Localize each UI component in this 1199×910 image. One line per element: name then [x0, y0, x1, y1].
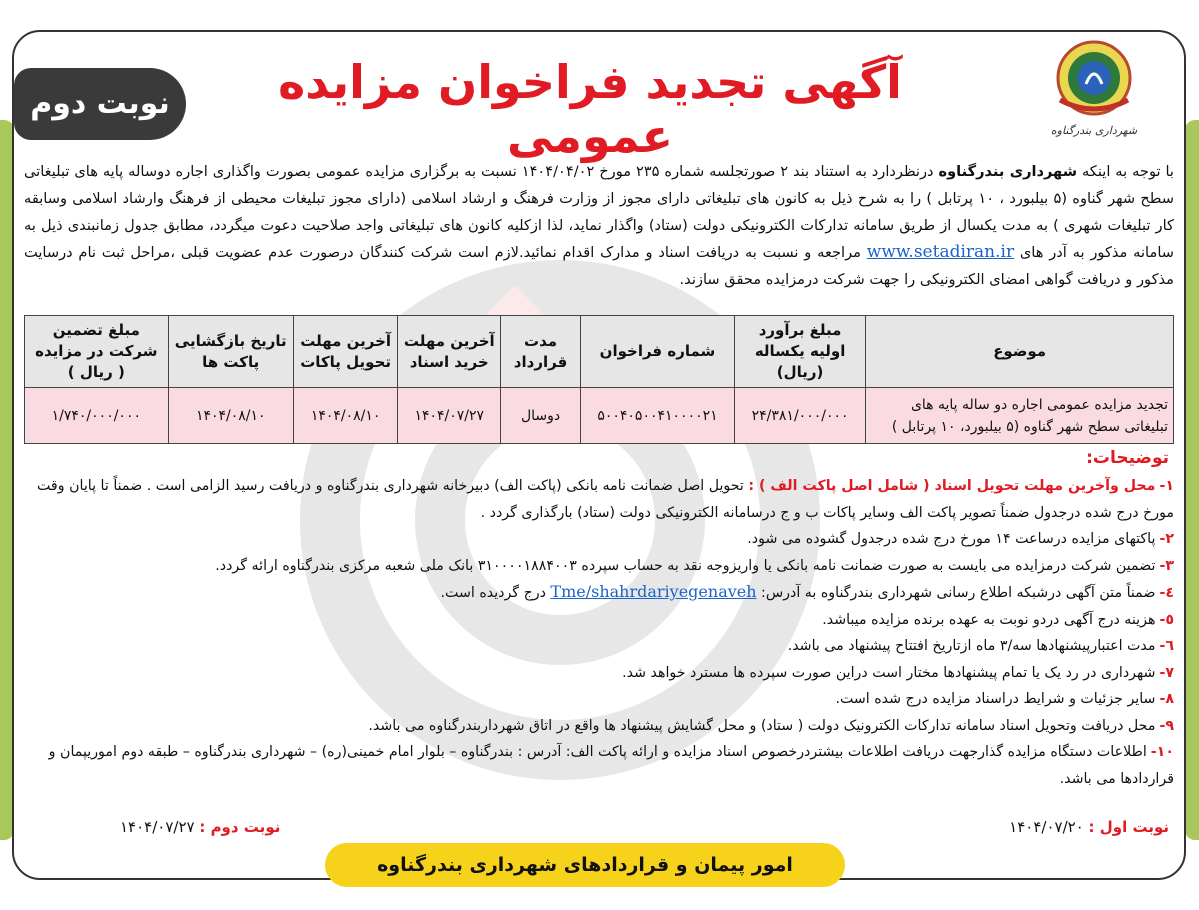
note-4-tail: درج گردیده است.: [440, 585, 551, 601]
note-8-num: ٨-: [1159, 691, 1174, 707]
note-9-num: ٩-: [1159, 717, 1174, 734]
cell-contract-duration: دوسال: [501, 388, 581, 444]
note-8-text: سایر جزئیات و شرایط دراسناد مزایده درج شده است.: [835, 691, 1156, 707]
first-publication: [1009, 818, 1169, 836]
header-contract-duration: مدت قرارداد: [501, 316, 581, 388]
footer-department-bar: امور پیمان و قراردادهای شهرداری بندرگناوه: [325, 843, 845, 887]
round-badge: نوبت دوم: [14, 68, 186, 140]
municipality-logo: [1019, 40, 1169, 150]
second-publication-date: ۱۴۰۴/۰۷/۲۷: [120, 818, 195, 836]
note-6-text: مدت اعتبارپیشنهادها سه/۳ ماه ازتاریخ افتتاح پیشنهاد می باشد.: [787, 638, 1156, 654]
intro-paragraph: [24, 158, 1174, 293]
header-call-number: شماره فراخوان: [581, 316, 735, 388]
note-1-text: تحویل اصل ضمانت نامه بانکی (پاکت الف) دبیرخانه شهرداری بندرگناوه و دریافت رسید الزامی است . ضمناً تا پایان وقت مورخ درج شده درجدول ضمناً تصویر پاکت الف وسایر پاکات ب و ج درسامانه الکترونیکی دولت (ستاد) بارگذاری گردد .: [37, 478, 1174, 521]
note-10: [24, 739, 1174, 792]
note-3-num: ۳-: [1159, 557, 1174, 574]
note-10-num: ١٠-: [1150, 744, 1174, 760]
table-header-row: [25, 316, 1174, 388]
notes-title: توضیحات:: [1086, 448, 1169, 468]
right-green-band: [1185, 120, 1199, 840]
note-7-text: شهرداری در رد یک یا تمام پیشنهادها مختار است دراین صورت سپرده ها مسترد خواهد شد.: [622, 664, 1156, 681]
header-doc-deadline: آخرین مهلت خرید اسناد: [398, 316, 501, 388]
cell-submit-deadline: ۱۴۰۴/۰۸/۱۰: [293, 388, 398, 444]
first-publication-label: نوبت اول :: [1088, 818, 1169, 836]
note-7: [24, 660, 1174, 687]
logo-caption: شهرداری بندرگناوه: [1050, 124, 1138, 137]
second-publication: [120, 818, 280, 836]
cell-subject: تجدید مزایده عمومی اجاره دو ساله پایه های تبلیغاتی سطح شهر گناوه (۵ بیلبورد، ۱۰ پرتابل ): [866, 388, 1174, 444]
note-4-text: ضمناً متن آگهی درشبکه اطلاع رسانی شهرداری بندرگناوه به آدرس:: [756, 585, 1156, 601]
intro-text-1: با توجه به اینکه: [1077, 163, 1174, 180]
note-6: [24, 633, 1174, 660]
setadiran-link[interactable]: www.setadiran.ir: [866, 242, 1015, 262]
auction-table: [24, 315, 1174, 444]
cell-call-number: ۵۰۰۴۰۵۰۰۴۱۰۰۰۰۲۱: [581, 388, 735, 444]
note-4: [24, 579, 1174, 607]
note-5: [24, 607, 1174, 634]
note-9: [24, 713, 1174, 740]
note-4-num: ٤-: [1159, 585, 1174, 601]
note-1: [24, 473, 1174, 526]
second-publication-label: نوبت دوم :: [199, 818, 281, 836]
cell-doc-deadline: ۱۴۰۴/۰۷/۲۷: [398, 388, 501, 444]
note-5-text: هزینه درج آگهی دردو نوبت به عهده برنده مزایده میباشد.: [822, 611, 1156, 628]
cell-guarantee: ۱/۷۴۰/۰۰۰/۰۰۰: [25, 388, 169, 444]
note-2: [24, 526, 1174, 553]
header-guarantee: مبلغ تضمین شرکت در مزایده ( ریال ): [25, 316, 169, 388]
telegram-link[interactable]: Tme/shahrdariyegenaveh: [550, 582, 757, 601]
note-2-num: ۲-: [1159, 531, 1174, 547]
intro-text-3: مراجعه و نسبت به دریافت اسناد و مدارک اقدام نمائید.لازم است شرکت کنندگان درصورت عدم عضویت قبلی ،مراحل ثبت نام درسایت مذکور و دریافت گواهی امضای الکترونیکی را جهت شرکت درمزایده محقق سازند.: [24, 244, 1174, 288]
note-9-text: محل دریافت وتحویل اسناد سامانه تدارکات الکترونیک دولت ( ستاد) و محل گشایش پیشنهاد ها واقع در اتاق شهرداربندرگناوه می باشد.: [368, 717, 1156, 734]
note-5-num: ٥-: [1159, 611, 1174, 628]
table-row: [25, 388, 1174, 444]
cell-estimate: ۲۴/۳۸۱/۰۰۰/۰۰۰: [734, 388, 865, 444]
first-publication-date: ۱۴۰۴/۰۷/۲۰: [1009, 818, 1084, 836]
header-estimate: مبلغ برآورد اولیه یکساله (ریال): [734, 316, 865, 388]
cell-opening-date: ۱۴۰۴/۰۸/۱۰: [168, 388, 293, 444]
notes-list: [24, 473, 1174, 792]
note-1-num: ۱-: [1159, 478, 1174, 494]
note-7-num: ٧-: [1159, 664, 1174, 681]
note-3-text: تضمین شرکت درمزایده می بایست به صورت ضمانت نامه بانکی یا واریزوجه نقد به حساب سپرده ۳۱۰۰۰۰۱۸۸۴۰۰۳ بانک ملی شعبه مرکزی بندرگناوه ارائه گردد.: [215, 557, 1156, 574]
header-opening-date: تاریخ بازگشایی پاکت ها: [168, 316, 293, 388]
header-subject: موضوع: [866, 316, 1174, 388]
intro-org: شهرداری بندرگناوه: [938, 163, 1078, 180]
note-1-label: محل وآخرین مهلت تحویل اسناد ( شامل اصل پاکت الف ) :: [748, 478, 1156, 494]
header-submit-deadline: آخرین مهلت تحویل پاکات: [293, 316, 398, 388]
note-3: [24, 553, 1174, 580]
note-2-text: پاکتهای مزایده درساعت ۱۴ مورخ درج شده درجدول گشوده می شود.: [747, 531, 1156, 547]
note-10-text: اطلاعات دستگاه مزایده گذارجهت دریافت اطلاعات بیشتردرخصوص اسناد مزایده و ارائه پاکت الف: آدرس : بندرگناوه – بلوار امام خمینی(ره) – شهرداری بندرگناوه – طبقه دوم اموریپمان و قراردادها می باشد.: [48, 744, 1174, 787]
note-6-num: ٦-: [1159, 638, 1174, 654]
note-8: [24, 686, 1174, 713]
intro-text-2: درنظردارد به استناد بند ۲ صورتجلسه شماره ۲۳۵ مورخ ۱۴۰۴/۰۴/۰۲ نسبت به برگزاری مزایده عمومی بصورت واگذاری اجاره دوساله پایه های تبلیغاتی سطح شهر گناوه (۵ بیلبورد ، ۱۰ پرتابل ) را به شرح ذیل به کانون های تبلیغاتی دارای مجوز از وزارت فرهنگ و ارشاد اسلامی (دارای مجوز تبلیغات محیطی از فرهنگ وارشاد اسلامی وسابقه کار تبلیغات شهری ) به مدت یکسال از طریق سامانه تدارکات الکترونیکی دولت (ستاد) واگذار نماید، لذا ازکلیه کانون های تبلیغاتی واجد صلاحیت دعوت میگردد، مطابق جدول زمانبندی ذیل به سامانه مذکور به آدر های: [24, 163, 1175, 261]
page-title: آگهی تجدید فراخوان مزایده عمومی: [278, 55, 902, 163]
municipality-emblem-icon: [1054, 40, 1134, 122]
